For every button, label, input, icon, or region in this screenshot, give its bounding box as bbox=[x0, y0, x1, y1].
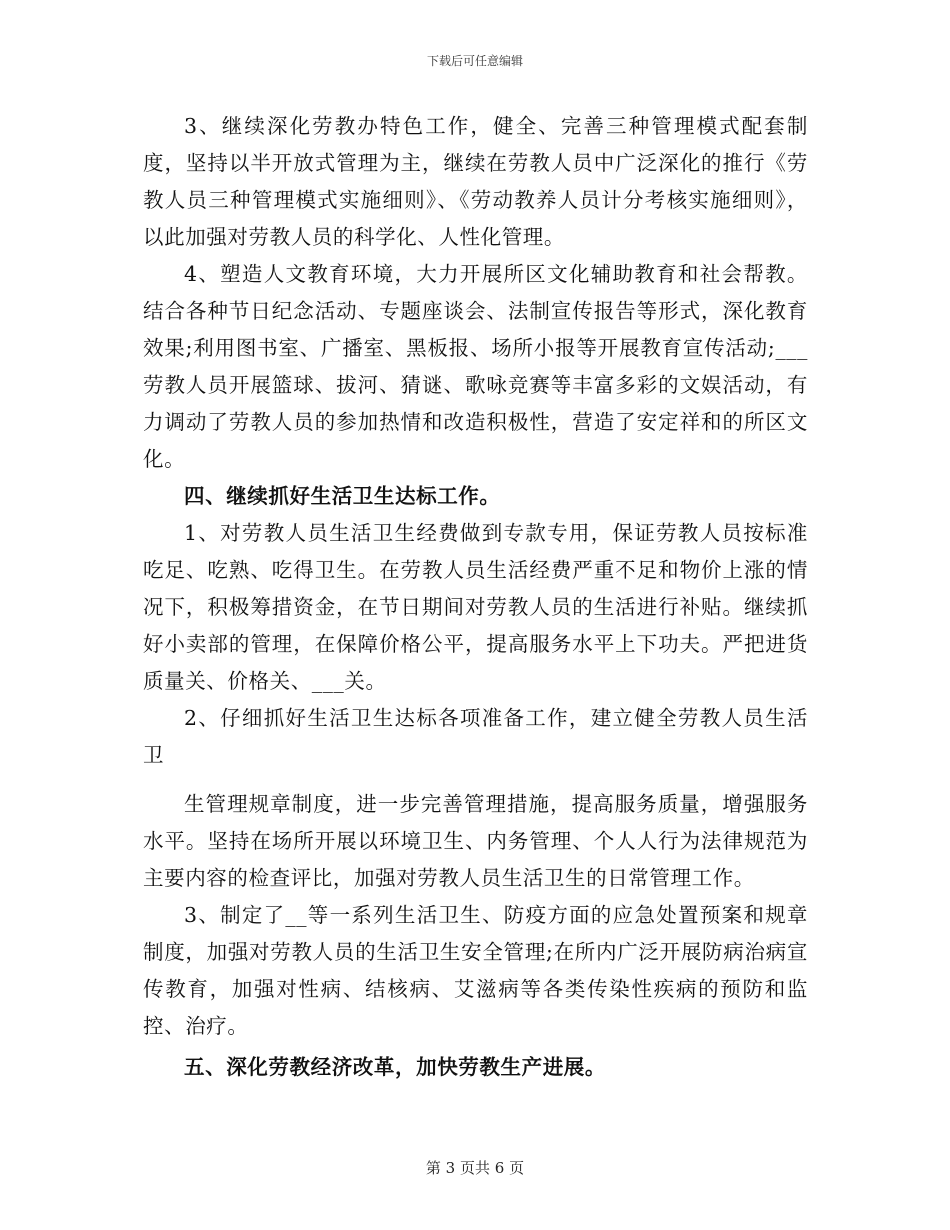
paragraph-item-4: 4、塑造人文教育环境，大力开展所区文化辅助教育和社会帮教。结合各种节日纪念活动、专题座谈会、法制宣传报告等形式，深化教育效果;利用图书室、广播室、黑板报、场所小报等开展教育宣传活动;___劳教人员开展篮球、拔河、猜谜、歌咏竞赛等丰富多彩的文娱活动，有力调动了劳教人员的参加热情和改造积极性，营造了安定祥和的所区文化。 bbox=[143, 262, 808, 471]
page-number: 第 3 页共 6 页 bbox=[425, 1159, 525, 1177]
page-header-note: 下载后可任意编辑 bbox=[426, 54, 523, 68]
paragraph-item-1: 1、对劳教人员生活卫生经费做到专款专用，保证劳教人员按标准吃足、吃熟、吃得卫生。在劳教人员生活经费严重不足和物价上涨的情况下，积极筹措资金，在节日期间对劳教人员的生活进行补贴。继续抓好小卖部的管理，在保障价格公平，提高服务水平上下功夫。严把进货质量关、价格关、___关。 bbox=[143, 521, 808, 693]
document-body bbox=[143, 108, 808, 1086]
line-gap bbox=[143, 774, 808, 786]
paragraph-item-3: 3、继续深化劳教办特色工作，健全、完善三种管理模式配套制度，坚持以半开放式管理为主，继续在劳教人员中广泛深化的推行《劳教人员三种管理模式实施细则》、《劳动教养人员计分考核实施细则》，以此加强对劳教人员的科学化、人性化管理。 bbox=[143, 114, 808, 249]
section-heading-5: 五、深化劳教经济改革，加快劳教生产进展。 bbox=[184, 1055, 606, 1079]
paragraph-item-3b: 3、制定了__等一系列生活卫生、防疫方面的应急处置预案和规章制度，加强对劳教人员的生活卫生安全管理;在所内广泛开展防病治病宣传教育，加强对性病、结核病、艾滋病等各类传染性疾病的预防和监控、治疗。 bbox=[143, 903, 808, 1038]
paragraph-item-2: 2、仔细抓好生活卫生达标各项准备工作，建立健全劳教人员生活卫 bbox=[143, 706, 808, 767]
paragraph-item-2-continued: 生管理规章制度，进一步完善管理措施，提高服务质量，增强服务水平。坚持在场所开展以环境卫生、内务管理、个人人行为法律规范为主要内容的检查评比，加强对劳教人员生活卫生的日常管理工作。 bbox=[143, 792, 808, 890]
section-heading-4: 四、继续抓好生活卫生达标工作。 bbox=[184, 484, 501, 508]
